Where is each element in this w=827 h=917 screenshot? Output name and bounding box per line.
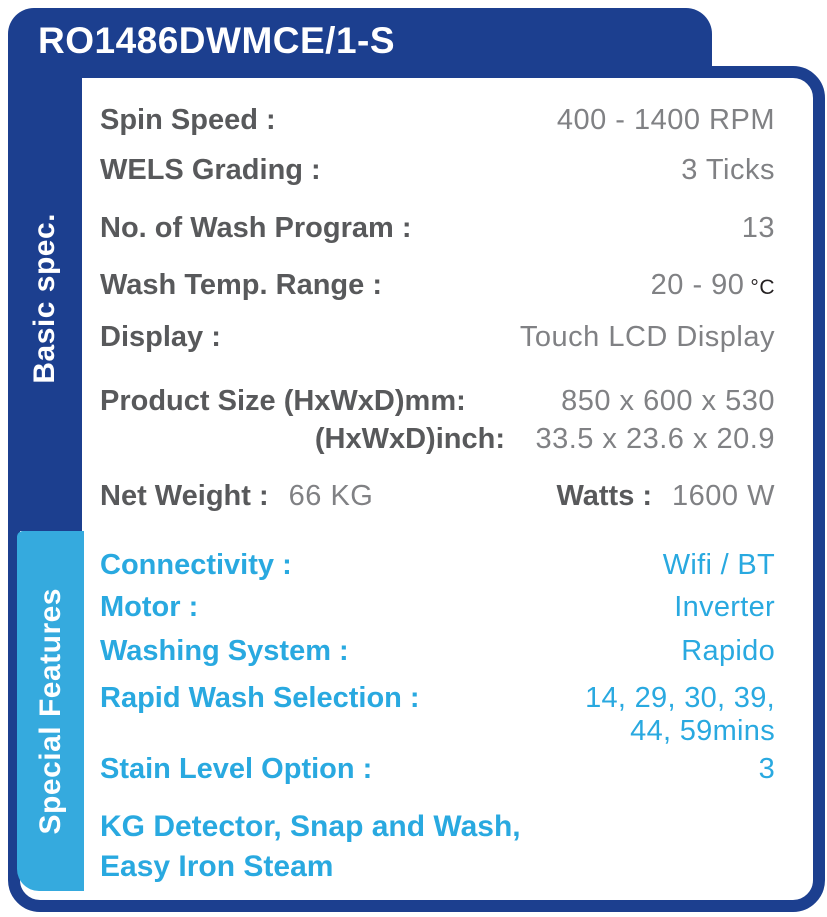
extra-features-line2: Easy Iron Steam (100, 850, 334, 883)
spec-value: 66 KG (288, 480, 374, 512)
spec-label: Wash Temp. Range : (100, 269, 382, 301)
spec-value: Inverter (674, 591, 775, 623)
spec-row-connectivity (100, 548, 775, 582)
basic-spec-section-label: Basic spec. (28, 213, 61, 384)
spec-label: WELS Grading : (100, 154, 321, 186)
spec-label: Rapid Wash Selection : (100, 682, 420, 714)
spec-row-motor (100, 590, 775, 624)
spec-label: Display : (100, 321, 221, 353)
spec-value: 1600 W (672, 480, 775, 512)
temp-unit: °C (750, 276, 775, 299)
spec-label: Watts : (556, 480, 653, 512)
spec-label: Net Weight : (100, 480, 269, 512)
spec-row-rapid-wash (100, 681, 775, 748)
spec-label: Motor : (100, 591, 199, 623)
spec-row-wash-temp (100, 268, 775, 305)
spec-row-wash-programs (100, 211, 775, 245)
spec-value (382, 268, 775, 305)
spec-row-product-size-inch (100, 422, 775, 456)
spec-label: Washing System : (100, 635, 349, 667)
spec-label: No. of Wash Program : (100, 212, 412, 244)
spec-row-washing-system (100, 634, 775, 668)
spec-label: Spin Speed : (100, 104, 276, 136)
spec-label: Product Size (HxWxD)mm: (100, 385, 466, 417)
temp-range: 20 - 90 (650, 269, 745, 301)
spec-label: Stain Level Option : (100, 753, 373, 785)
spec-row-spin-speed (100, 103, 775, 137)
basic-spec-band (8, 66, 82, 531)
spec-row-wels-grading (100, 153, 775, 187)
spec-value: Rapido (681, 635, 775, 667)
extra-features-line1: KG Detector, Snap and Wash, (100, 810, 521, 843)
model-header-tab (8, 8, 712, 74)
spec-label: Connectivity : (100, 549, 292, 581)
spec-row-display (100, 320, 775, 354)
spec-value: 33.5 x 23.6 x 20.9 (535, 423, 775, 455)
spec-value: 3 Ticks (681, 154, 775, 186)
spec-value: Touch LCD Display (519, 321, 775, 353)
extra-features-text (100, 807, 775, 887)
special-features-section-label: Special Features (33, 587, 67, 835)
spec-row-product-size-mm (100, 384, 775, 418)
rapid-wash-line2: 44, 59mins (630, 715, 775, 747)
spec-value: 850 x 600 x 530 (561, 385, 775, 417)
spec-value (420, 682, 775, 748)
spec-row-stain-level (100, 752, 775, 786)
special-features-band (17, 531, 84, 891)
rapid-wash-line1: 14, 29, 30, 39, (585, 682, 775, 714)
spec-value: 3 (758, 753, 775, 785)
spec-value: Wifi / BT (662, 549, 775, 581)
spec-label: (HxWxD)inch: (314, 423, 505, 455)
spec-value: 13 (741, 212, 775, 244)
spec-value: 400 - 1400 RPM (556, 104, 775, 136)
spec-row-weight-watts (100, 479, 775, 513)
model-number: RO1486DWMCE/1-S (38, 20, 396, 61)
